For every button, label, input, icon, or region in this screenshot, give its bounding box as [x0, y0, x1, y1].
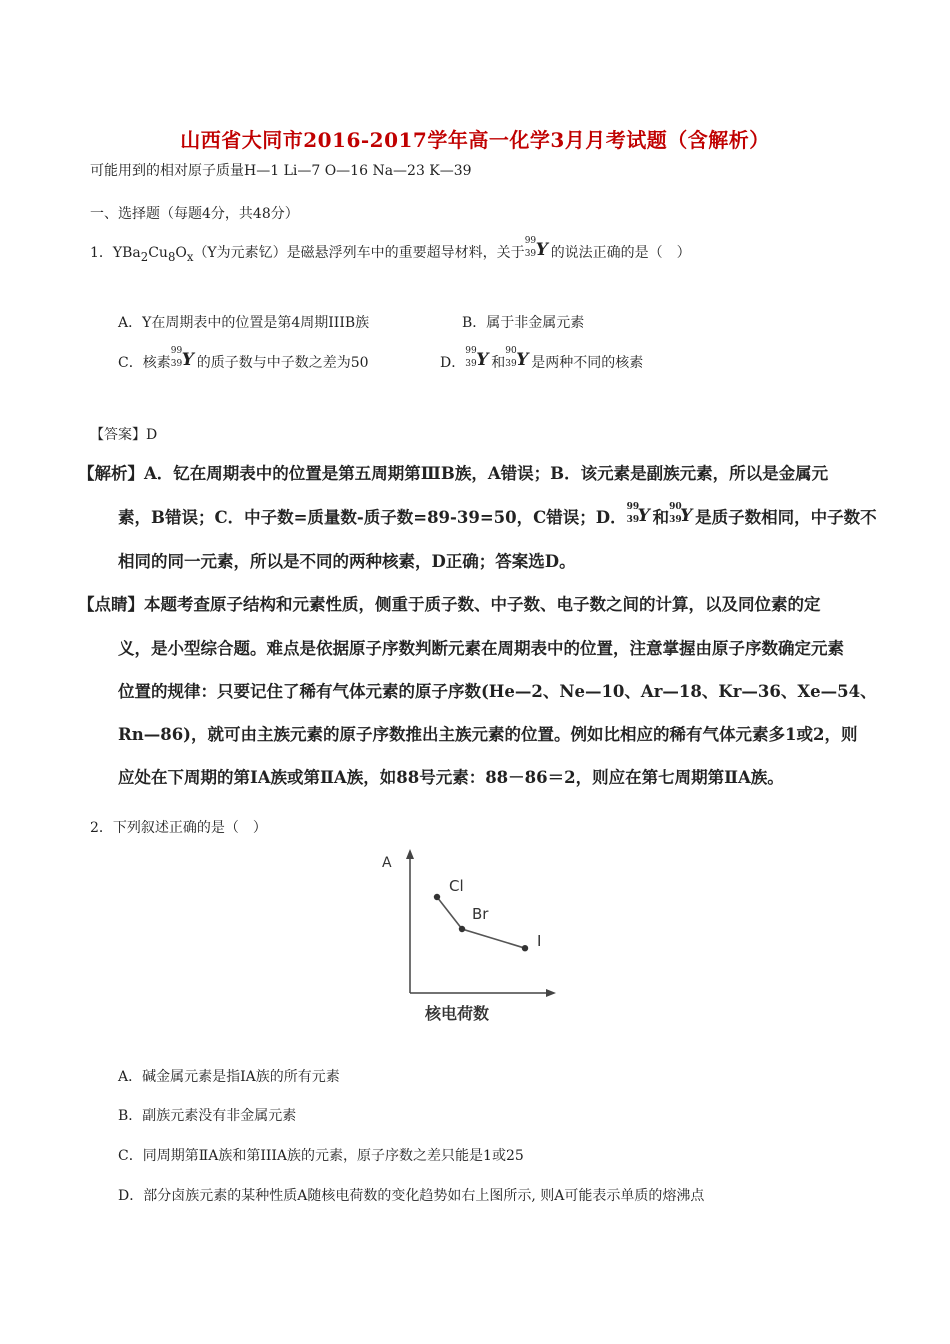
q2-option-d: D．部分卤族元素的某种性质A随核电荷数的变化趋势如右上图所示, 则A可能表示单质的熔沸点	[118, 1188, 705, 1204]
q1-option-d: D． 99 39 Y 和 90 39 Y 是两种不同的核素	[440, 346, 644, 371]
x-axis-label: 核电荷数	[425, 1004, 490, 1023]
q2-option-a: A．碱金属元素是指IA族的所有元素	[118, 1069, 340, 1085]
q1-sub: 8	[167, 249, 176, 264]
q1-tip-line1: 【点睛】本题考查原子结构和元素性质，侧重于质子数、中子数、电子数之间的计算，以及同位素的定	[78, 595, 821, 614]
isotope-y90: 90 39 Y	[669, 502, 693, 526]
document-title: 山西省大同市2016-2017学年高一化学3月月考试题（含解析）	[180, 128, 770, 152]
q1-stem-text: （Y为元素钇）是磁悬浮列车中的重要超导材料，关于	[193, 245, 525, 261]
data-point-i	[522, 945, 528, 951]
isotope-y99: 99 39 Y	[170, 346, 194, 370]
q2-option-c: C．同周期第ⅡA族和第IIIA族的元素，原子序数之差只能是1或25	[118, 1148, 524, 1164]
isotope-y99: 99 39 Y	[465, 346, 489, 370]
q1-stem-text: 1．YBa	[90, 245, 141, 261]
q2-option-b: B．副族元素没有非金属元素	[118, 1108, 297, 1124]
q1-analysis-line2: 素，B错误；C．中子数=质量数-质子数=89-39=50，C错误；D． 99 39 Y 和 90 39 Y 是质子数相同，中子数不	[118, 502, 877, 527]
halogen-trend-chart	[370, 845, 560, 1030]
data-label-cl: Cl	[449, 877, 464, 895]
isotope-y90: 90 39 Y	[505, 346, 529, 370]
q1-stem-text: Cu	[148, 245, 168, 261]
section-heading: 一、选择题（每题4分，共48分）	[90, 206, 299, 222]
q1-option-b: B．属于非金属元素	[462, 315, 585, 331]
q1-stem-text: 的说法正确的是（ ）	[550, 245, 691, 261]
isotope-y99: 99 39 Y	[626, 502, 650, 526]
q1-analysis-line1: 【解析】A．钇在周期表中的位置是第五周期第ⅢB族，A错误；B．该元素是副族元素，所以是金属元	[78, 464, 829, 483]
q1-option-a: A．Y在周期表中的位置是第4周期IIIB族	[118, 315, 370, 331]
q1-tip-line5: 应处在下周期的第ⅠA族或第ⅡA族，如88号元素：88－86＝2，则应在第七周期第ⅡA族。	[118, 768, 784, 787]
q1-answer: 【答案】D	[90, 427, 158, 443]
isotope-y99: 99 39 Y	[524, 236, 548, 260]
q1-sub: x	[186, 249, 194, 264]
q1-tip-line2: 义，是小型综合题。难点是依据原子序数判断元素在周期表中的位置，注意掌握由原子序数确定元素	[118, 639, 844, 658]
q1-analysis-line3: 相同的同一元素，所以是不同的两种核素，D正确；答案选D。	[118, 552, 576, 571]
q1-stem	[90, 236, 691, 264]
y-axis-arrow	[406, 849, 414, 859]
data-label-br: Br	[472, 905, 489, 923]
q1-tip-line3: 位置的规律：只要记住了稀有气体元素的原子序数(He—2、Ne—10、Ar—18、Kr—36、Xe—54、	[118, 682, 877, 701]
data-label-i: I	[537, 932, 542, 951]
x-axis-arrow	[546, 989, 556, 997]
data-point-cl	[434, 894, 440, 900]
relative-atomic-masses: 可能用到的相对原子质量H—1 Li—7 O—16 Na—23 K—39	[90, 163, 472, 179]
q1-tip-line4: Rn—86)，就可由主族元素的原子序数推出主族元素的位置。例如比相应的稀有气体元素多1或2，则	[118, 725, 858, 744]
q1-sub: 2	[140, 249, 149, 264]
q2-stem: 2．下列叙述正确的是（ ）	[90, 820, 267, 836]
y-axis-label: A	[382, 855, 392, 871]
q1-option-c: C．核素 99 39 Y 的质子数与中子数之差为50	[118, 346, 369, 371]
data-point-br	[459, 926, 465, 932]
q1-stem-text: O	[175, 245, 187, 261]
